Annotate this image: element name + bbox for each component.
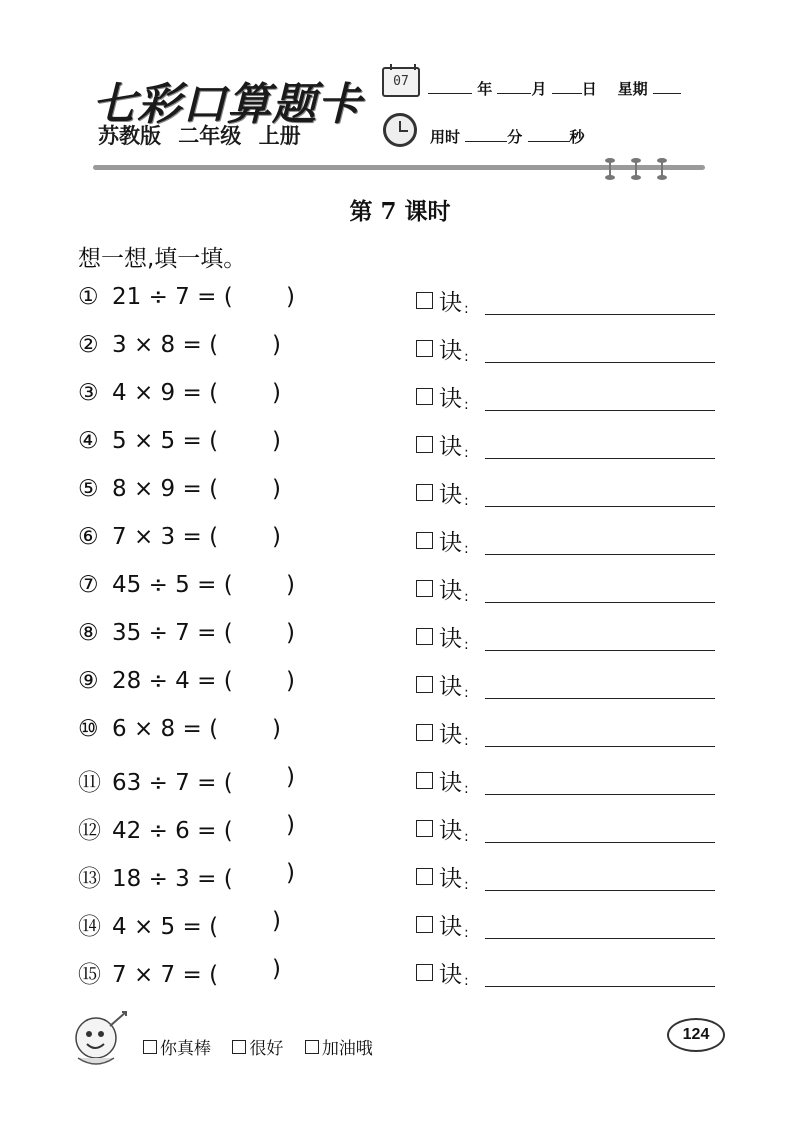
- instruction: 想一想,填一填。: [78, 246, 247, 272]
- problem-index: ③: [78, 380, 99, 406]
- edition-label: 苏教版 二年级 上册: [98, 124, 301, 148]
- rhyme-colon: :: [464, 589, 469, 605]
- answer-blank[interactable]: [214, 910, 266, 938]
- rhyme-label: 诀: [439, 530, 462, 556]
- rhyme-box[interactable]: [416, 340, 433, 357]
- calendar-day: 07: [393, 74, 409, 89]
- problem-index: ②: [78, 332, 99, 358]
- answer-close-paren: ): [286, 812, 295, 838]
- problem-index: ⑩: [78, 716, 99, 742]
- rhyme-colon: :: [464, 493, 469, 509]
- mascot-icon: [70, 1008, 134, 1068]
- rhyme-colon: :: [464, 781, 469, 797]
- answer-close-paren: ): [272, 956, 281, 982]
- rhyme-box[interactable]: [416, 292, 433, 309]
- rhyme-box[interactable]: [416, 628, 433, 645]
- answer-close-paren: ): [286, 860, 295, 886]
- expression: 7 × 7 =: [112, 962, 202, 988]
- answer-open-paren: (: [209, 524, 219, 550]
- rhyme-label: 诀: [439, 674, 462, 700]
- rhyme-box[interactable]: [416, 436, 433, 453]
- rhyme-answer-line[interactable]: [485, 410, 715, 411]
- answer-blank[interactable]: [214, 958, 266, 986]
- expression: 6 × 8 =: [112, 716, 202, 742]
- rhyme-answer-line[interactable]: [485, 794, 715, 795]
- answer-close-paren: ): [272, 476, 281, 502]
- binder-pin-icon: [634, 158, 638, 180]
- problem-index: ⑬: [78, 866, 101, 892]
- rhyme-colon: :: [464, 925, 469, 941]
- answer-close-paren: ): [272, 332, 281, 358]
- rhyme-label: 诀: [439, 338, 462, 364]
- problem-index: ⑭: [78, 914, 101, 940]
- time-fields: [430, 126, 585, 147]
- equation: [78, 524, 218, 550]
- rhyme-field: [416, 668, 469, 701]
- year-blank[interactable]: [428, 79, 472, 94]
- answer-blank[interactable]: [214, 334, 266, 362]
- answer-open-paren: (: [209, 380, 219, 406]
- answer-open-paren: (: [223, 668, 233, 694]
- rhyme-label: 诀: [439, 434, 462, 460]
- expression: 5 × 5 =: [112, 428, 202, 454]
- answer-open-paren: (: [223, 866, 233, 892]
- equation: [78, 860, 233, 893]
- answer-close-paren: ): [286, 764, 295, 790]
- problem-row: [0, 428, 800, 472]
- expression: 42 ÷ 6 =: [112, 818, 217, 844]
- rhyme-field: [416, 764, 469, 797]
- rhyme-colon: :: [464, 445, 469, 461]
- answer-blank[interactable]: [228, 286, 280, 314]
- weekday-blank[interactable]: [653, 79, 681, 94]
- answer-blank[interactable]: [214, 430, 266, 458]
- problem-index: ⑫: [78, 818, 101, 844]
- rhyme-box[interactable]: [416, 580, 433, 597]
- rhyme-field: [416, 860, 469, 893]
- rhyme-field: [416, 524, 469, 557]
- weekday-label: 星期: [617, 80, 648, 98]
- problem-index: ⑧: [78, 620, 99, 646]
- rhyme-box[interactable]: [416, 388, 433, 405]
- problem-index: ④: [78, 428, 99, 454]
- answer-open-paren: (: [209, 428, 219, 454]
- rhyme-answer-line[interactable]: [485, 986, 715, 987]
- answer-open-paren: (: [209, 476, 219, 502]
- rhyme-label: 诀: [439, 722, 462, 748]
- rhyme-answer-line[interactable]: [485, 650, 715, 651]
- rhyme-answer-line[interactable]: [485, 698, 715, 699]
- problem-index: ⑤: [78, 476, 99, 502]
- problem-row: [0, 524, 800, 568]
- year-label: 年: [477, 80, 493, 98]
- rhyme-answer-line[interactable]: [485, 362, 715, 363]
- answer-close-paren: ): [286, 620, 295, 646]
- equation: [78, 668, 233, 694]
- equation: [78, 380, 218, 406]
- equation: [78, 716, 218, 742]
- rhyme-label: 诀: [439, 578, 462, 604]
- rhyme-box[interactable]: [416, 772, 433, 789]
- problem-row: [0, 908, 800, 952]
- rhyme-box[interactable]: [416, 676, 433, 693]
- answer-close-paren: ): [272, 428, 281, 454]
- rhyme-answer-line[interactable]: [485, 746, 715, 747]
- rhyme-label: 诀: [439, 482, 462, 508]
- rhyme-colon: :: [464, 685, 469, 701]
- brand-title: 七彩口算题卡: [92, 79, 362, 130]
- rhyme-box[interactable]: [416, 916, 433, 933]
- answer-close-paren: ): [272, 716, 281, 742]
- rhyme-label: 诀: [439, 914, 462, 940]
- second-blank[interactable]: [528, 127, 570, 142]
- expression: 35 ÷ 7 =: [112, 620, 217, 646]
- month-blank[interactable]: [497, 79, 531, 94]
- rhyme-label: 诀: [439, 962, 462, 988]
- equation: [78, 908, 218, 941]
- answer-close-paren: ): [286, 668, 295, 694]
- eval-option-keep-going[interactable]: 加油哦: [305, 1039, 373, 1059]
- rhyme-field: [416, 428, 469, 461]
- answer-close-paren: ): [286, 284, 295, 310]
- equation: [78, 812, 233, 845]
- rhyme-answer-line[interactable]: [485, 314, 715, 315]
- rhyme-colon: :: [464, 397, 469, 413]
- answer-blank[interactable]: [228, 814, 280, 842]
- problem-row: [0, 620, 800, 664]
- answer-close-paren: ): [286, 572, 295, 598]
- lesson-title: 第 7 课时: [349, 198, 451, 225]
- rhyme-field: [416, 812, 469, 845]
- problem-row: [0, 572, 800, 616]
- rhyme-box[interactable]: [416, 532, 433, 549]
- answer-close-paren: ): [272, 380, 281, 406]
- rhyme-colon: :: [464, 541, 469, 557]
- rhyme-colon: :: [464, 349, 469, 365]
- equation: [78, 764, 233, 797]
- equation: [78, 572, 233, 598]
- equation: [78, 476, 218, 502]
- rhyme-label: 诀: [439, 866, 462, 892]
- rhyme-answer-line[interactable]: [485, 938, 715, 939]
- answer-blank[interactable]: [214, 382, 266, 410]
- expression: 7 × 3 =: [112, 524, 202, 550]
- month-label: 月: [531, 80, 547, 98]
- rhyme-colon: :: [464, 829, 469, 845]
- problem-index: ⑨: [78, 668, 99, 694]
- rhyme-label: 诀: [439, 626, 462, 652]
- answer-open-paren: (: [209, 914, 219, 940]
- time-used-label: 用时: [430, 128, 461, 146]
- binder-pin-icon: [660, 158, 664, 180]
- eval-option-good[interactable]: 很好: [232, 1039, 283, 1059]
- answer-open-paren: (: [223, 770, 233, 796]
- rhyme-field: [416, 476, 469, 509]
- clock-icon: [383, 113, 417, 147]
- second-label: 秒: [569, 128, 585, 146]
- rhyme-box[interactable]: [416, 484, 433, 501]
- expression: 4 × 5 =: [112, 914, 202, 940]
- day-blank[interactable]: [552, 79, 582, 94]
- expression: 4 × 9 =: [112, 380, 202, 406]
- rhyme-field: [416, 908, 469, 941]
- problem-row: [0, 860, 800, 904]
- rhyme-field: [416, 620, 469, 653]
- rhyme-answer-line[interactable]: [485, 602, 715, 603]
- problem-row: [0, 716, 800, 760]
- problem-index: ⑪: [78, 770, 101, 796]
- rhyme-field: [416, 716, 469, 749]
- rhyme-answer-line[interactable]: [485, 554, 715, 555]
- day-label: 日: [581, 80, 597, 98]
- rhyme-field: [416, 380, 469, 413]
- answer-blank[interactable]: [228, 670, 280, 698]
- problem-row: [0, 476, 800, 520]
- rhyme-label: 诀: [439, 290, 462, 316]
- answer-blank[interactable]: [228, 622, 280, 650]
- answer-blank[interactable]: [214, 526, 266, 554]
- rhyme-field: [416, 332, 469, 365]
- rhyme-answer-line[interactable]: [485, 506, 715, 507]
- answer-open-paren: (: [209, 716, 219, 742]
- rhyme-answer-line[interactable]: [485, 842, 715, 843]
- header-divider: [93, 165, 705, 170]
- expression: 18 ÷ 3 =: [112, 866, 217, 892]
- expression: 21 ÷ 7 =: [112, 284, 217, 310]
- problem-row: [0, 284, 800, 328]
- eval-option-great[interactable]: 你真棒: [143, 1039, 211, 1059]
- answer-close-paren: ): [272, 524, 281, 550]
- rhyme-label: 诀: [439, 386, 462, 412]
- answer-blank[interactable]: [228, 766, 280, 794]
- rhyme-colon: :: [464, 637, 469, 653]
- equation: [78, 620, 233, 646]
- expression: 3 × 8 =: [112, 332, 202, 358]
- equation: [78, 332, 218, 358]
- rhyme-label: 诀: [439, 818, 462, 844]
- answer-close-paren: ): [272, 908, 281, 934]
- equation: [78, 956, 218, 989]
- answer-blank[interactable]: [214, 718, 266, 746]
- rhyme-answer-line[interactable]: [485, 890, 715, 891]
- rhyme-box[interactable]: [416, 868, 433, 885]
- answer-open-paren: (: [223, 620, 233, 646]
- minute-blank[interactable]: [465, 127, 507, 142]
- page-number: 124: [667, 1018, 725, 1052]
- self-evaluation: [143, 1034, 389, 1059]
- problem-row: [0, 380, 800, 424]
- rhyme-colon: :: [464, 877, 469, 893]
- answer-blank[interactable]: [228, 574, 280, 602]
- equation: [78, 284, 233, 310]
- answer-blank[interactable]: [214, 478, 266, 506]
- problem-index: ①: [78, 284, 99, 310]
- equation: [78, 428, 218, 454]
- problem-index: ⑥: [78, 524, 99, 550]
- binder-pin-icon: [608, 158, 612, 180]
- problem-row: [0, 812, 800, 856]
- calendar-icon: [382, 67, 420, 97]
- rhyme-answer-line[interactable]: [485, 458, 715, 459]
- answer-blank[interactable]: [228, 862, 280, 890]
- rhyme-colon: :: [464, 301, 469, 317]
- answer-open-paren: (: [223, 818, 233, 844]
- rhyme-colon: :: [464, 973, 469, 989]
- problem-row: [0, 764, 800, 808]
- rhyme-field: [416, 572, 469, 605]
- answer-open-paren: (: [209, 332, 219, 358]
- problem-index: ⑮: [78, 962, 101, 988]
- rhyme-box[interactable]: [416, 724, 433, 741]
- answer-open-paren: (: [209, 962, 219, 988]
- problem-row: [0, 956, 800, 1000]
- problem-row: [0, 668, 800, 712]
- date-fields: [428, 78, 681, 99]
- expression: 45 ÷ 5 =: [112, 572, 217, 598]
- rhyme-field: [416, 956, 469, 989]
- rhyme-field: [416, 284, 469, 317]
- expression: 28 ÷ 4 =: [112, 668, 217, 694]
- problem-index: ⑦: [78, 572, 99, 598]
- rhyme-box[interactable]: [416, 820, 433, 837]
- answer-open-paren: (: [223, 284, 233, 310]
- problem-row: [0, 332, 800, 376]
- minute-label: 分: [507, 128, 523, 146]
- expression: 63 ÷ 7 =: [112, 770, 217, 796]
- rhyme-label: 诀: [439, 770, 462, 796]
- answer-open-paren: (: [223, 572, 233, 598]
- rhyme-box[interactable]: [416, 964, 433, 981]
- rhyme-colon: :: [464, 733, 469, 749]
- expression: 8 × 9 =: [112, 476, 202, 502]
